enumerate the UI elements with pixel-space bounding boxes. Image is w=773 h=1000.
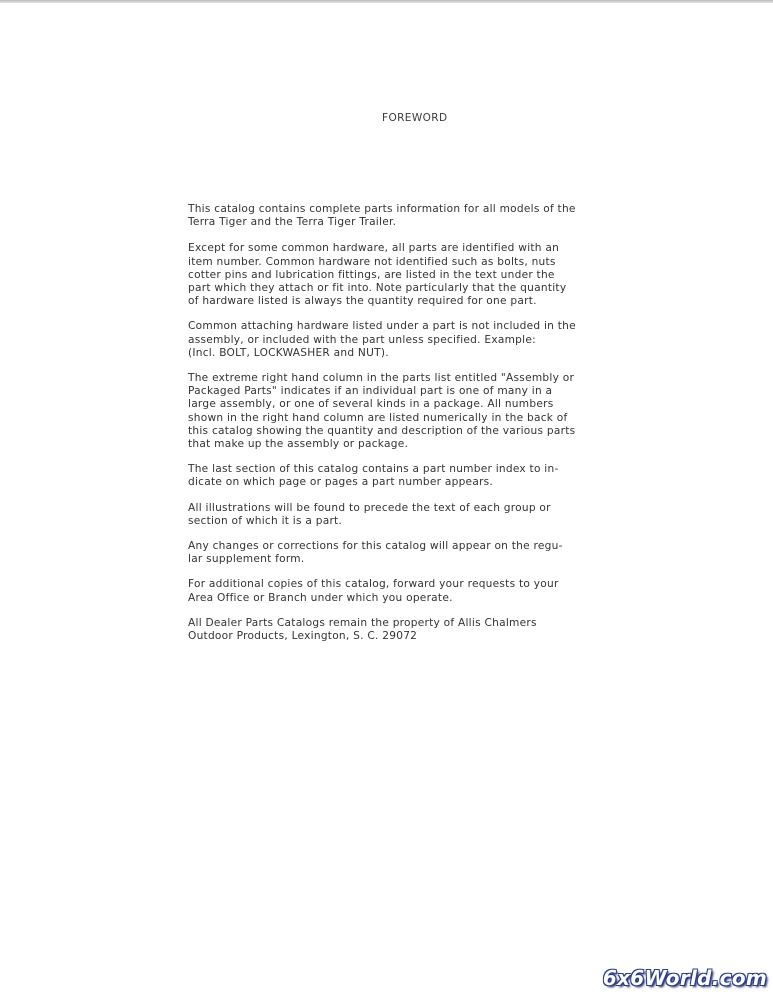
text-line: section of which it is a part. (188, 514, 343, 527)
text-line: Packaged Parts" indicates if an individual part is one of many in a (188, 385, 553, 398)
paragraph-common-hardware (188, 242, 618, 308)
text-line: assembly, or included with the part unless specified. Example: (188, 333, 536, 346)
text-line: (Incl. BOLT, LOCKWASHER and NUT). (188, 346, 389, 359)
paragraph-property-notice (188, 617, 618, 643)
text-line: Except for some common hardware, all parts are identified with an (188, 242, 560, 255)
text-line: Any changes or corrections for this catalog will appear on the regu- (188, 540, 563, 553)
text-line: part which they attach or fit into. Note particularly that the quantity (188, 282, 567, 295)
text-line: All Dealer Parts Catalogs remain the property of Allis Chalmers (188, 616, 537, 629)
text-line: This catalog contains complete parts information for all models of the (188, 203, 576, 215)
paragraph-additional-copies (188, 578, 618, 604)
paragraph-attaching-hardware (188, 320, 618, 360)
text-line: of hardware listed is always the quantity required for one part. (188, 295, 537, 308)
paragraph-part-number-index (188, 463, 618, 489)
page-top-edge (0, 0, 773, 3)
text-line: Terra Tiger and the Terra Tiger Trailer. (188, 216, 397, 229)
site-watermark-logo: 6x6World.com (602, 966, 767, 990)
text-line: Area Office or Branch under which you operate. (188, 591, 453, 604)
text-line: For additional copies of this catalog, forward your requests to your (188, 578, 559, 591)
paragraph-illustrations (188, 502, 618, 528)
foreword-body (188, 203, 618, 643)
text-line: dicate on which page or pages a part number appears. (188, 476, 494, 489)
page-heading: FOREWORD (382, 112, 448, 124)
text-line: Common attaching hardware listed under a part is not included in the (188, 320, 576, 333)
text-line: large assembly, or one of several kinds in a package. All numbers (188, 398, 554, 411)
text-line: The extreme right hand column in the parts list entitled "Assembly or (188, 372, 575, 385)
text-line: shown in the right hand column are listed numerically in the back of (188, 411, 568, 424)
text-line: The last section of this catalog contains a part number index to in- (188, 463, 559, 476)
text-line: All illustrations will be found to precede the text of each group or (188, 501, 551, 514)
paragraph-corrections (188, 540, 618, 566)
text-line: lar supplement form. (188, 553, 305, 566)
text-line: item number. Common hardware not identified such as bolts, nuts (188, 255, 556, 268)
text-line: this catalog showing the quantity and description of the various parts (188, 424, 576, 437)
text-line: that make up the assembly or package. (188, 438, 409, 451)
text-line: Outdoor Products, Lexington, S. C. 29072 (188, 630, 418, 643)
paragraph-catalog-contents (188, 203, 618, 229)
paragraph-assembly-column (188, 372, 618, 451)
text-line: cotter pins and lubrication fittings, are listed in the text under the (188, 268, 555, 281)
